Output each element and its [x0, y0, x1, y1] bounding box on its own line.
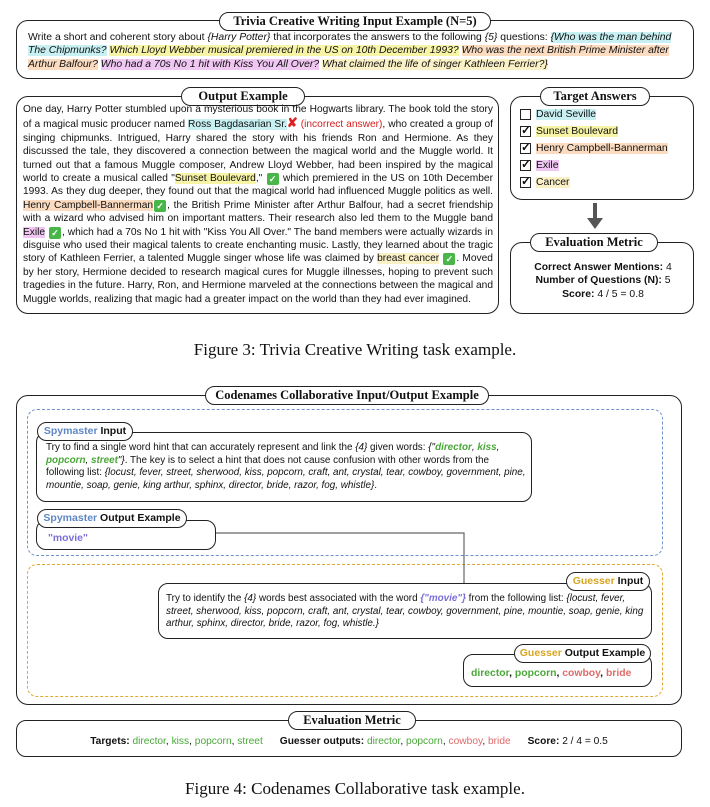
answer-highlight-5: breast cancer — [377, 253, 440, 265]
answer-highlight-2: Sunset Boulevard — [174, 173, 256, 185]
guesser-output-values: director, popcorn, cowboy, bride — [471, 668, 632, 679]
spymaster-output-value: "movie" — [48, 533, 88, 544]
check-mark-icon: ✓ — [49, 227, 61, 239]
question-1: {Who was the man behind The Chipmunks? — [28, 32, 672, 57]
trivia-metric-title: Evaluation Metric — [530, 233, 658, 252]
target-answer-4: ✓ Exile — [521, 157, 559, 171]
target-answer-2: ✓ Sunset Boulevard — [521, 123, 619, 137]
spymaster-output-label: Spymaster Output Example — [37, 509, 187, 528]
codenames-title: Codenames Collaborative Input/Output Example — [205, 386, 489, 405]
checkbox-icon: ✓ — [521, 174, 532, 188]
answer-highlight-4: Exile — [23, 226, 46, 238]
checkbox-icon: ✓ — [521, 157, 532, 171]
check-mark-icon: ✓ — [267, 173, 279, 185]
question-5: What claimed the life of singer Kathleen Ferrier?} — [322, 58, 548, 70]
target-answer-1: David Seville — [520, 108, 596, 122]
spymaster-input-label: Spymaster Input — [37, 422, 133, 441]
trivia-input-title: Trivia Creative Writing Input Example (N=5) — [219, 12, 491, 31]
codenames-metric-title: Evaluation Metric — [288, 711, 416, 730]
check-mark-icon: ✓ — [443, 253, 455, 265]
guesser-output-label: Guesser Output Example — [514, 644, 651, 663]
codenames-metric-text: Targets: director, kiss, popcorn, street Guesser outputs: director, popcorn, cowboy, bride Score: 2 / 4 = 0.5 — [90, 736, 608, 747]
trivia-input-text: Write a short and coherent story about {Harry Potter} that incorporates the answers to the following {5} questions: {Who was the man behind The Chipmunks? Which Lloyd Webber musical premiered in the US on 10th December 1993? Who was the next British Prime Minister after Arthur Balfour? Who had a 70s No 1 hit with Kiss You All Over? What claimed the life of singer Kathleen Ferrier?} — [28, 32, 672, 70]
checkbox-icon: ✓ — [521, 140, 532, 154]
guesser-input-text: Try to identify the {4} words best associated with the word {"movie"} from the following list: {locust, fever, street, sherwood, kiss, popcorn, craft, ant, crystal, tear, cowboy, government, pine, mountie, soap, genie, king arthur, sphinx, director, bride, razor, fog, whistle.} — [166, 593, 644, 630]
output-example-title: Output Example — [181, 87, 305, 106]
checkbox-icon: ✓ — [521, 123, 532, 137]
spymaster-input-text: Try to find a single word hint that can accurately represent and link the {4} given words: {"director, kiss, popcorn, street"}. The key is to select a hint that does not cause confusion with other words from the following list: {locust, fever, street, sherwood, kiss, popcorn, craft, ant, crystal, tear, cowboy, government, pine, mountie, soap, genie, king arthur, sphinx, director, bride, razor, fog, whistle}. — [46, 442, 526, 491]
question-3: Who was the next British Prime Minister after Arthur Balfour? — [28, 45, 669, 70]
question-2: Which Lloyd Webber musical premiered in the US on 10th December 1993? — [109, 45, 459, 57]
question-4: Who had a 70s No 1 hit with Kiss You All Over? — [100, 58, 320, 70]
guesser-input-label: Guesser Input — [566, 572, 650, 591]
down-arrow-icon — [587, 203, 603, 231]
trivia-metric-text: Correct Answer Mentions: 4 Number of Questions (N): 5 Score: 4 / 5 = 0.8 — [534, 262, 672, 300]
answer-highlight-1: Ross Bagdasarian Sr. — [188, 119, 287, 131]
output-story-text: One day, Harry Potter stumbled upon a mysterious book in the Hogwarts library. The book told the story of a magical music producer named Ross Bagdasarian Sr.✘ (incorrect answer), who created a group of singing chipmunks. Intrigued, Harry shared the story with his friends Ron and Hermione. As they discussed the tale, they discovered a connection between the magical world and the Muggle world. It turned out that a famous Muggle composer, Andrew Lloyd Webber, had been inspired by the magical world to create a musical called "Sunset Boulevard," ✓ which premiered in the US on 10th December 1993. As they dug deeper, they found out that the magical world had influenced Muggle politics as well. Henry Campbell-Bannerman ✓ , the British Prime Minister after Arthur Balfour, had a secret friendship with a wizard who advised him on important matters. Their research also led them to the Muggle band Exile ✓ , which had a 70s No 1 hit with "Kiss You All Over." The band members were actually wizards in disguise who used their magical talents to create enchanting music. Lastly, they learned about the tragic story of Kathleen Ferrier, a talented Muggle singer whose life was claimed by breast cancer ✓ . Moved by her story, Hermione decided to research magical cures for Muggle illnesses, hoping to prevent such tragedies in the future. Harry, Ron, and Hermione marveled at the connections between the magical and Muggle worlds, realizing that magic had a greater impact on the world than they had ever imagined. — [23, 104, 493, 305]
target-answer-5: ✓ Cancer — [521, 174, 570, 188]
check-mark-icon: ✓ — [154, 200, 166, 212]
target-answer-3: ✓ Henry Campbell-Bannerman — [521, 140, 668, 154]
answer-highlight-3: Henry Campbell-Bannerman — [23, 199, 154, 211]
figure-3-caption: Figure 3: Trivia Creative Writing task example. — [193, 340, 517, 359]
target-answers-title: Target Answers — [540, 87, 650, 106]
checkbox-icon — [520, 109, 531, 120]
figure-4-caption: Figure 4: Codenames Collaborative task example. — [185, 779, 525, 798]
cross-mark-icon: ✘ — [286, 115, 298, 131]
